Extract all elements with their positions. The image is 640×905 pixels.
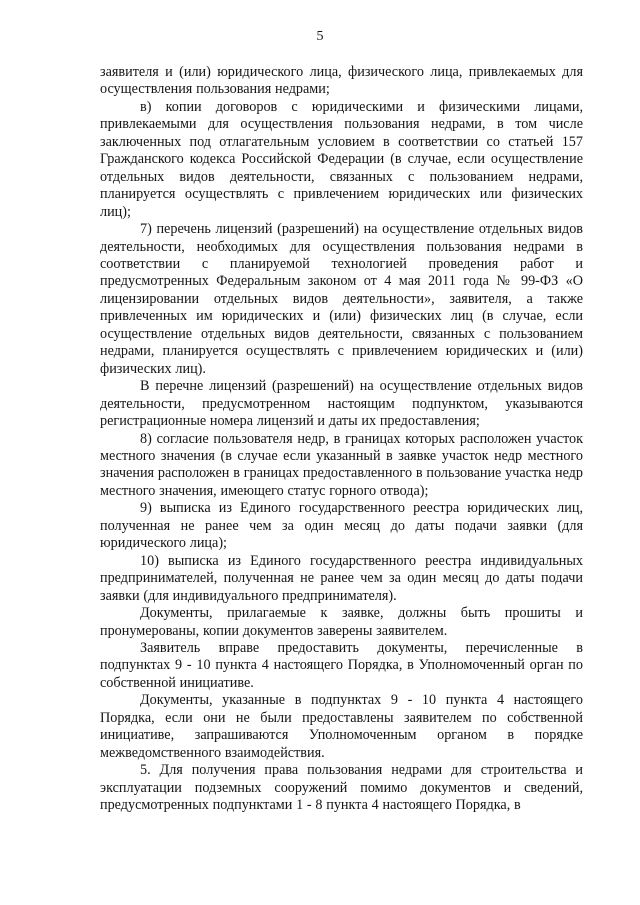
paragraph-interagency-request: Документы, указанные в подпунктах 9 - 10 пункта 4 настоящего Порядка, если они не были предоставлены заявителем по собственной инициативе, запрашиваются Уполномоченным органом в порядке межведомственного взаимодействия.	[100, 692, 583, 761]
paragraph-item-9: 9) выписка из Единого государственного реестра юридических лиц, полученная не ранее чем за один месяц до даты подачи заявки (для юридического лица);	[100, 500, 583, 552]
paragraph-applicant-right: Заявитель вправе предоставить документы, перечисленные в подпунктах 9 - 10 пункта 4 настоящего Порядка, в Уполномоченный орган по собственной инициативе.	[100, 639, 583, 691]
paragraph-subitem-v: в) копии договоров с юридическими и физическими лицами, привлекаемыми для осуществления пользования недрами, в том числе заключенных под отлагательным условием в соответствии со статьей 157 Гражданского кодекса Российской Федерации (в случае, если осуществление отдельных видов деятельности, связанных с пользованием недрами, планируется осуществлять с привлечением юридических или физических лиц);	[100, 98, 583, 220]
paragraph-item-8: 8) согласие пользователя недр, в границах которых расположен участок местного значения (в случае если указанный в заявке участок недр местного значения расположен в границах предоставленного в пользование участка недр местного значения, имеющего статус горного отвода);	[100, 430, 583, 499]
paragraph-license-list-note: В перечне лицензий (разрешений) на осуществление отдельных видов деятельности, предусмотренном настоящим подпунктом, указываются регистрационные номера лицензий и даты их предоставления;	[100, 378, 583, 430]
paragraph-item-7: 7) перечень лицензий (разрешений) на осуществление отдельных видов деятельности, необходимых для осуществления пользования недрами в соответствии с планируемой технологией проведения работ и предусмотренных Федеральным законом от 4 мая 2011 года № 99-ФЗ «О лицензировании отдельных видов деятельности», заявителя, а также привлеченных им юридических и (или) физических лиц (в случае, если осуществление отдельных видов деятельности, связанных с пользованием недрами, планируется осуществлять с привлечением юридических и (или) физических лиц).	[100, 221, 583, 377]
paragraph-item-5: 5. Для получения права пользования недрами для строительства и эксплуатации подземных сооружений помимо документов и сведений, предусмотренных подпунктами 1 - 8 пункта 4 настоящего Порядка, в	[100, 762, 583, 814]
paragraph-continuation: заявителя и (или) юридического лица, физического лица, привлекаемых для осуществления пользования недрами;	[100, 64, 583, 98]
paragraph-documents-requirements: Документы, прилагаемые к заявке, должны быть прошиты и пронумерованы, копии документов заверены заявителем.	[100, 605, 583, 639]
paragraph-item-10: 10) выписка из Единого государственного реестра индивидуальных предпринимателей, полученная не ранее чем за один месяц до даты подачи заявки (для индивидуального предпринимателя).	[100, 552, 583, 604]
document-body	[100, 64, 583, 814]
page-number: 5	[316, 29, 324, 44]
